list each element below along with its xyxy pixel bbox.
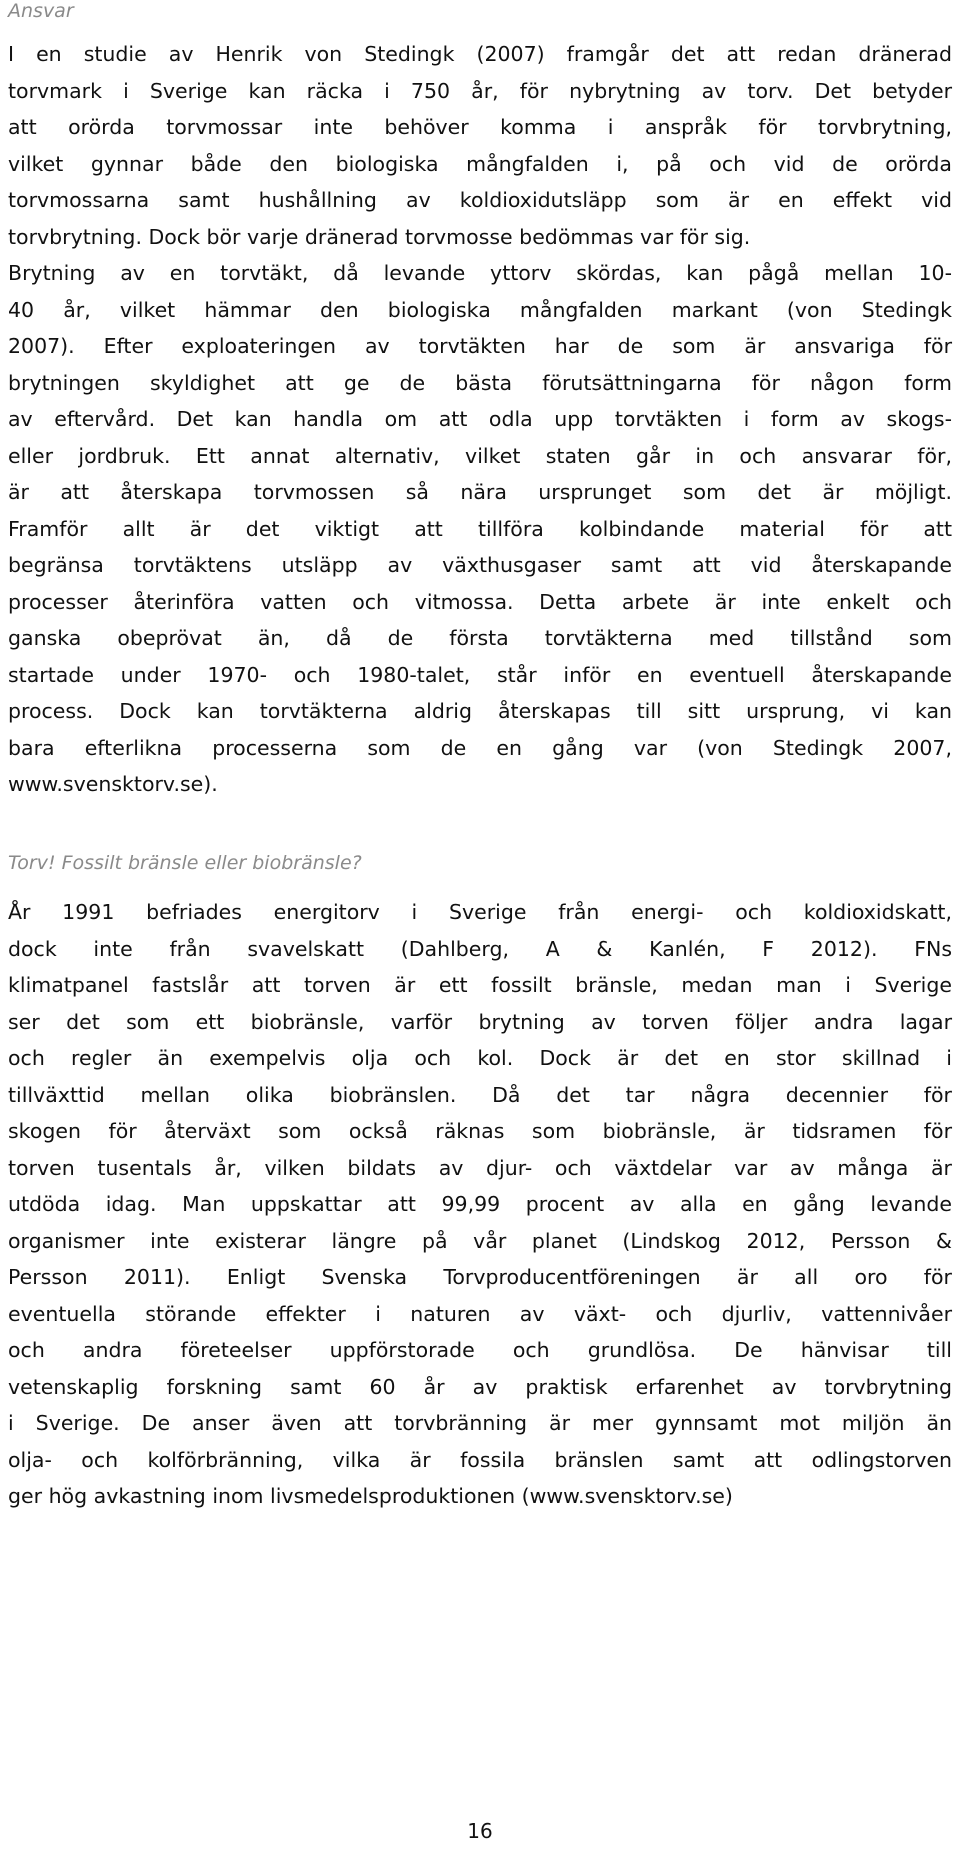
text-line: vilket gynnar både den biologiska mångfalden i, på och vid de orörda (8, 151, 952, 176)
text-line: att orörda torvmossar inte behöver komma i anspråk för torvbrytning, (8, 115, 952, 139)
text-line: ger hög avkastning inom livsmedelsproduktionen (www.svensktorv.se) (8, 1484, 733, 1508)
text-line: ser det som ett biobränsle, varför brytning av torven följer andra lagar (8, 1009, 952, 1034)
text-line: bara efterlikna processerna som de en gång var (von Stedingk 2007, (8, 735, 952, 760)
text-line: begränsa torvtäktens utsläpp av växthusgaser samt att vid återskapande (8, 553, 952, 577)
text-line: i Sverige. De anser även att torvbränning är mer gynnsamt mot miljön än (8, 1411, 952, 1435)
text-line: torven tusentals år, vilken bildats av djur- och växtdelar var av många är (8, 1155, 952, 1180)
text-line: Brytning av en torvtäkt, då levande yttorv skördas, kan pågå mellan 10- (8, 261, 952, 285)
section-heading-ansvar: Ansvar (8, 0, 74, 22)
text-line: torvmossarna samt hushållning av koldioxidutsläpp som är en effekt vid (8, 188, 952, 212)
text-line: utdöda idag. Man uppskattar att 99,99 procent av alla en gång levande (8, 1192, 952, 1216)
text-line: vetenskaplig forskning samt 60 år av praktisk erfarenhet av torvbrytning (8, 1374, 952, 1399)
text-line: Framför allt är det viktigt att tillföra kolbindande material för att (8, 516, 952, 541)
page-number: 16 (467, 1819, 493, 1843)
text-line: ganska obeprövat än, då de första torvtäkterna med tillstånd som (8, 626, 952, 650)
text-line: eventuella störande effekter i naturen av växt- och djurliv, vattennivåer (8, 1301, 952, 1326)
text-line: brytningen skyldighet att ge de bästa förutsättningarna för någon form (8, 370, 952, 395)
text-line: I en studie av Henrik von Stedingk (2007) framgår det att redan dränerad (8, 42, 952, 66)
text-line: År 1991 befriades energitorv i Sverige från energi- och koldioxidskatt, (8, 900, 952, 924)
text-line: Persson 2011). Enligt Svenska Torvproducentföreningen är all oro för (8, 1265, 952, 1289)
text-line: olja- och kolförbränning, vilka är fossila bränslen samt att odlingstorven (8, 1447, 952, 1472)
text-line: och regler än exempelvis olja och kol. Dock är det en stor skillnad i (8, 1046, 952, 1070)
text-line: klimatpanel fastslår att torven är ett fossilt bränsle, medan man i Sverige (8, 973, 952, 997)
text-line: organismer inte existerar längre på vår planet (Lindskog 2012, Persson & (8, 1228, 952, 1253)
text-line: torvbrytning. Dock bör varje dränerad torvmosse bedömmas var för sig. (8, 224, 751, 249)
text-line: startade under 1970- och 1980-talet, står inför en eventuell återskapande (8, 662, 952, 687)
text-line: 2007). Efter exploateringen av torvtäkten har de som är ansvariga för (8, 334, 952, 358)
paragraph-ansvar (8, 36, 952, 803)
text-line: dock inte från svavelskatt (Dahlberg, A & Kanlén, F 2012). FNs (8, 936, 952, 961)
text-line: eller jordbruk. Ett annat alternativ, vilket staten går in och ansvarar för, (8, 443, 952, 468)
text-line: tillväxttid mellan olika biobränslen. Då det tar några decennier för (8, 1082, 952, 1107)
text-line: av eftervård. Det kan handla om att odla upp torvtäkten i form av skogs- (8, 407, 952, 431)
text-line: www.svensktorv.se). (8, 772, 218, 796)
paragraph-torv (8, 894, 952, 1515)
section-heading-torv: Torv! Fossilt bränsle eller biobränsle? (8, 852, 362, 874)
text-line: torvmark i Sverige kan räcka i 750 år, för nybrytning av torv. Det betyder (8, 78, 952, 103)
text-line: processer återinföra vatten och vitmossa. Detta arbete är inte enkelt och (8, 589, 952, 614)
text-line: process. Dock kan torvtäkterna aldrig återskapas till sitt ursprung, vi kan (8, 699, 952, 723)
text-line: skogen för återväxt som också räknas som biobränsle, är tidsramen för (8, 1119, 952, 1143)
text-line: är att återskapa torvmossen så nära ursprunget som det är möjligt. (8, 480, 952, 504)
text-line: och andra företeelser uppförstorade och grundlösa. De hänvisar till (8, 1338, 952, 1362)
text-line: 40 år, vilket hämmar den biologiska mångfalden markant (von Stedingk (8, 297, 952, 322)
